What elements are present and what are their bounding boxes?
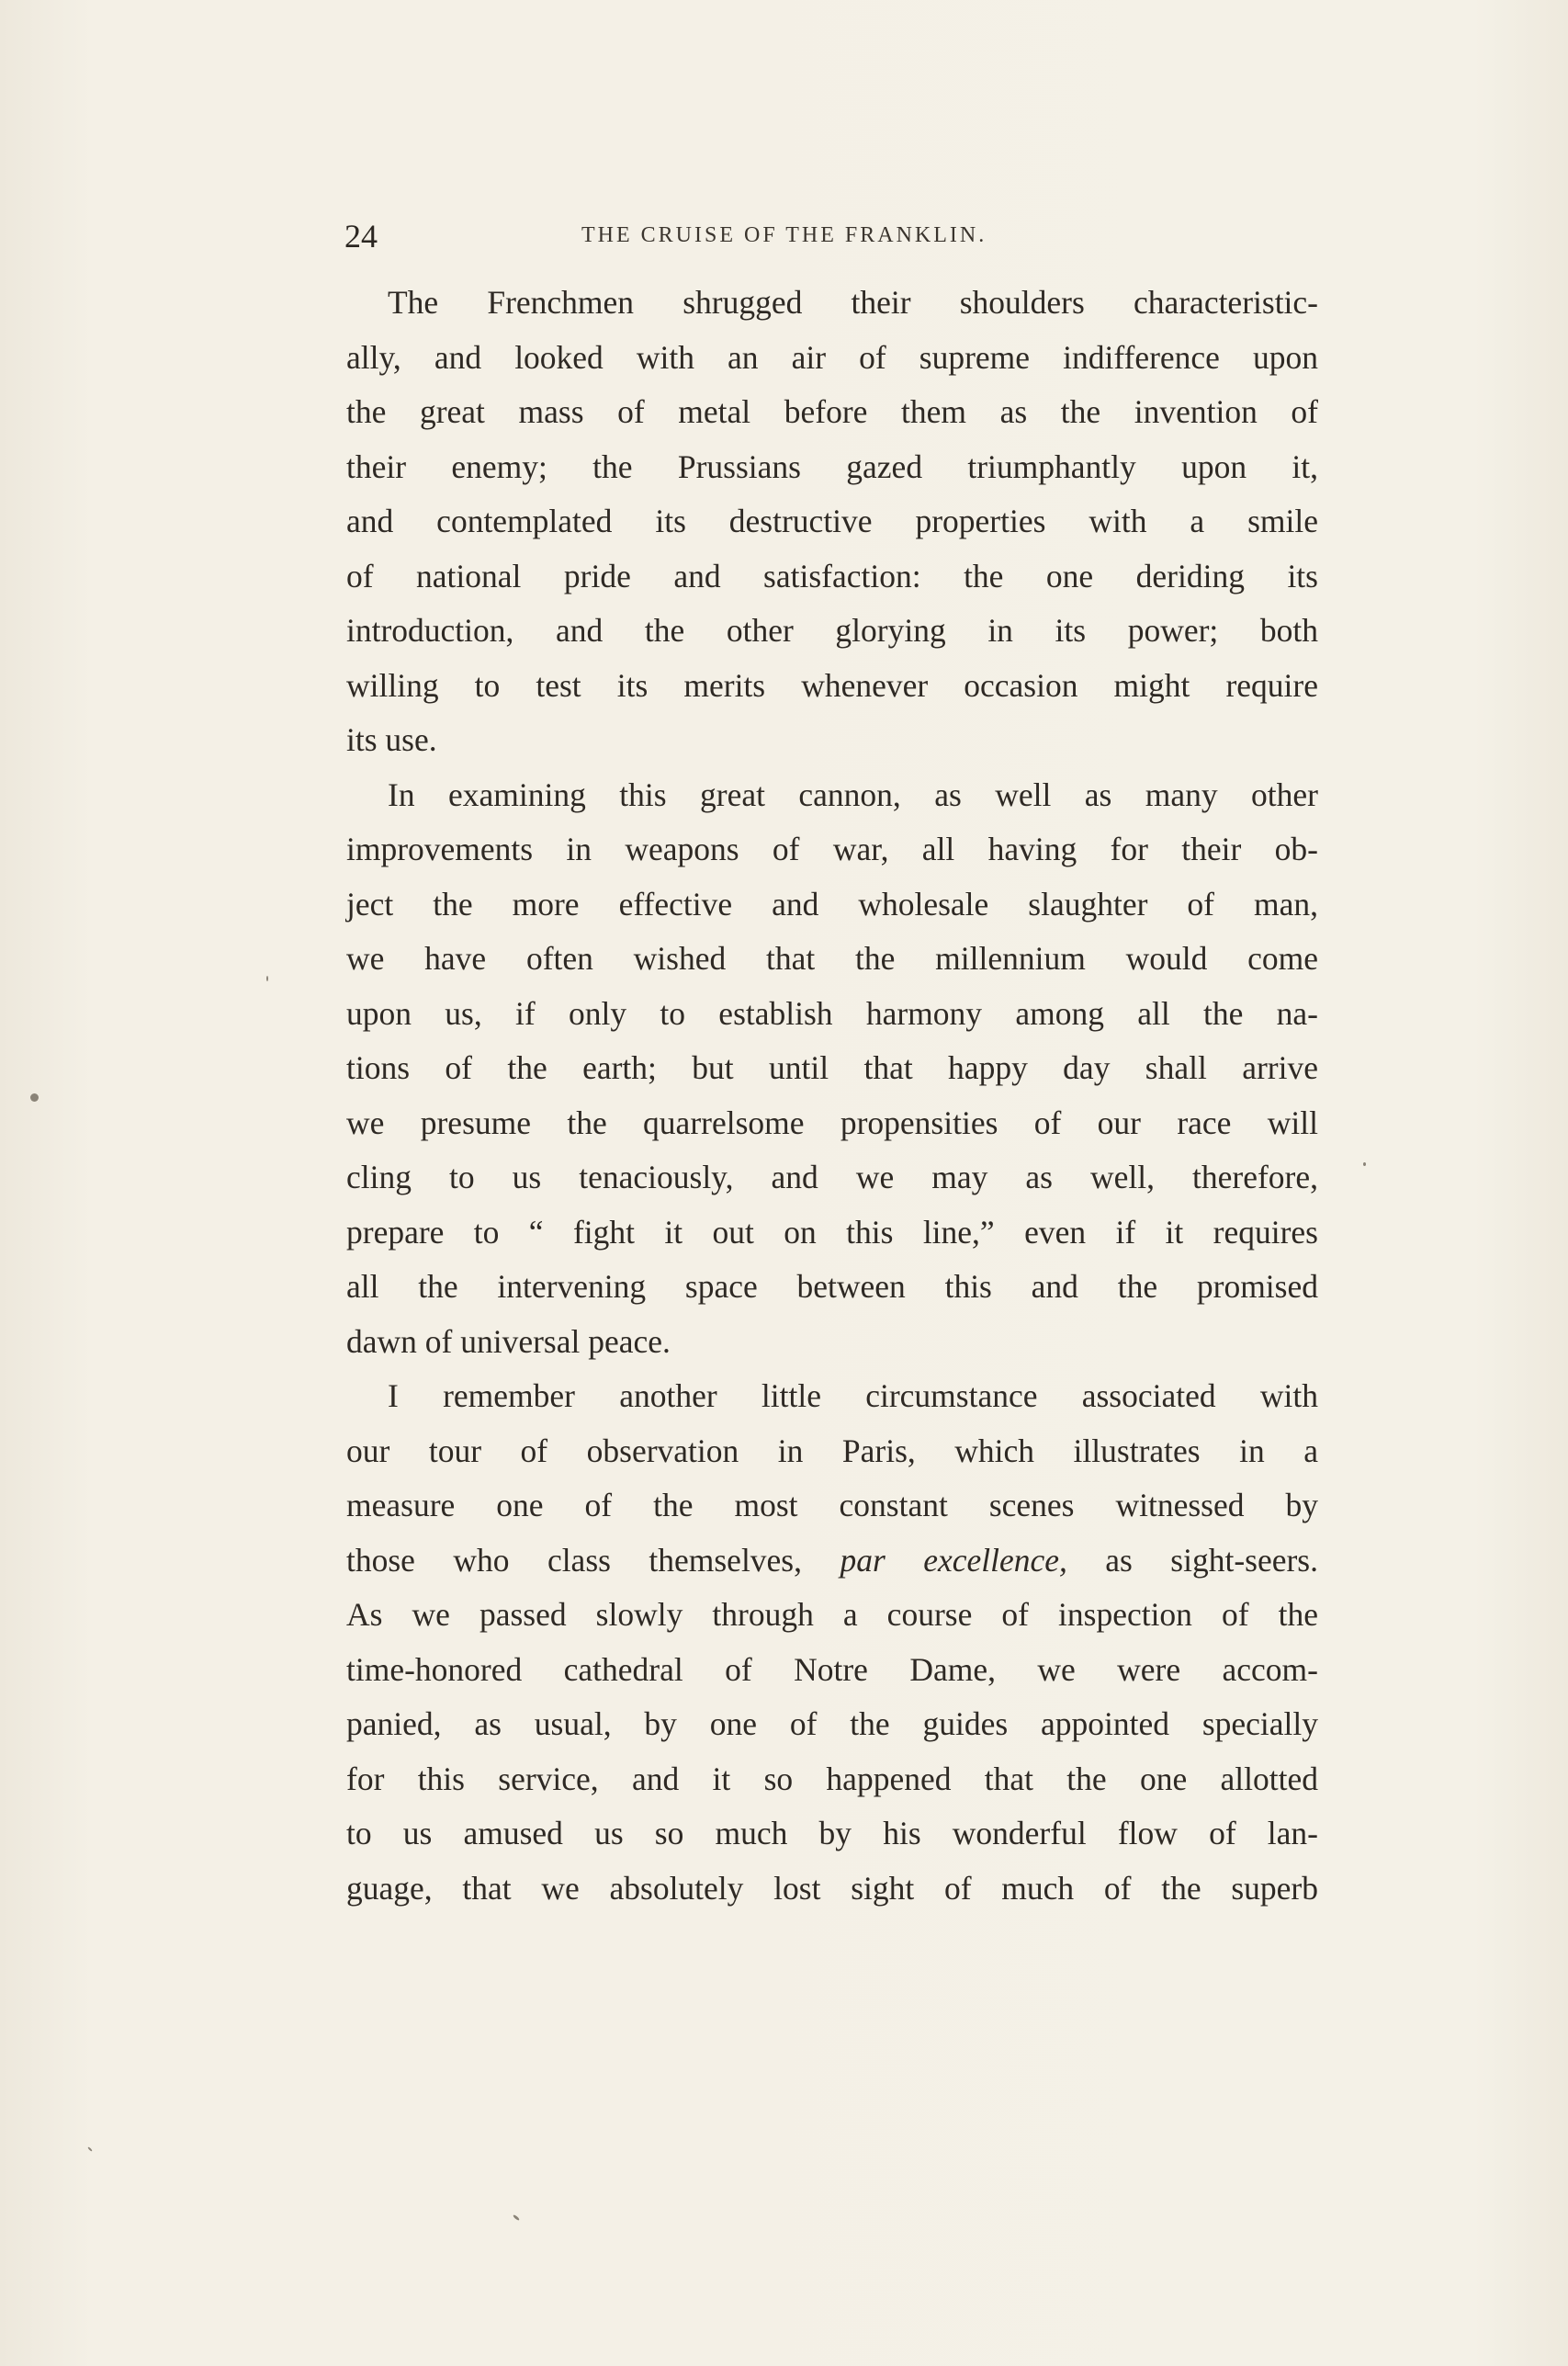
paper-speck <box>266 976 268 981</box>
paper-speck <box>1363 1162 1366 1166</box>
text-line: time-honored cathedral of Notre Dame, we were accom- <box>346 1650 1318 1688</box>
text-line: and contemplated its destructive properties with a smile <box>346 503 1318 539</box>
text-line: The Frenchmen shrugged their shoulders characteristic- <box>388 284 1318 321</box>
text-line: upon us, if only to establish harmony among all the na- <box>346 994 1318 1032</box>
text-line: for this service, and it so happened that the one allotted <box>346 1760 1318 1797</box>
text-line: of national pride and satisfaction: the one deriding its <box>346 557 1318 594</box>
running-title: THE CRUISE OF THE FRANKLIN. <box>581 223 987 247</box>
text-line: As we passed slowly through a course of inspection of the <box>346 1596 1318 1633</box>
text-line: their enemy; the Prussians gazed triumphantly upon it, <box>346 447 1318 485</box>
text-line: willing to test its merits whenever occasion might require <box>346 666 1318 704</box>
text-line: measure one of the most constant scenes witnessed by <box>346 1487 1318 1523</box>
italic-phrase: par excellence, <box>840 1541 1067 1579</box>
text-line: introduction, and the other glorying in its power; both <box>346 612 1318 649</box>
text-line: dawn of universal peace. <box>346 1322 671 1360</box>
text-segment: as sight-seers. <box>1105 1541 1318 1579</box>
text-line: panied, as usual, by one of the guides appointed specially <box>346 1705 1318 1742</box>
text-line: its use. <box>346 721 437 758</box>
text-line: all the intervening space between this and the promised <box>346 1268 1318 1305</box>
text-line: ject the more effective and wholesale slaughter of man, <box>346 885 1318 923</box>
text-line: In examining this great cannon, as well as many other <box>388 775 1318 813</box>
text-line: to us amused us so much by his wonderful flow of lan- <box>346 1815 1318 1851</box>
text-line-with-italic <box>346 1534 1318 1589</box>
text-line: our tour of observation in Paris, which illustrates in a <box>346 1432 1318 1469</box>
text-line: we have often wished that the millennium would come <box>346 940 1318 977</box>
text-line: ally, and looked with an air of supreme indifference upon <box>346 338 1318 376</box>
text-line: the great mass of metal before them as the invention of <box>346 393 1318 430</box>
text-line: cling to us tenaciously, and we may as well, therefore, <box>346 1159 1318 1195</box>
text-line: we presume the quarrelsome propensities of our race will <box>346 1104 1318 1141</box>
text-line: guage, that we absolutely lost sight of much of the superb <box>346 1869 1318 1907</box>
text-line: improvements in weapons of war, all having for their ob- <box>346 831 1318 867</box>
text-line: prepare to “ fight it out on this line,” even if it requires <box>346 1213 1318 1251</box>
text-line: I remember another little circumstance associated with <box>388 1377 1318 1414</box>
text-line: tions of the earth; but until that happy day shall arrive <box>346 1049 1318 1086</box>
page-number: 24 <box>344 218 378 255</box>
paper-speck <box>513 2214 520 2221</box>
body-text <box>346 276 1318 1916</box>
page-header <box>344 217 1318 254</box>
paper-speck <box>87 2146 93 2152</box>
paper-speck <box>30 1093 39 1102</box>
text-segment: those who class themselves, <box>346 1541 802 1579</box>
